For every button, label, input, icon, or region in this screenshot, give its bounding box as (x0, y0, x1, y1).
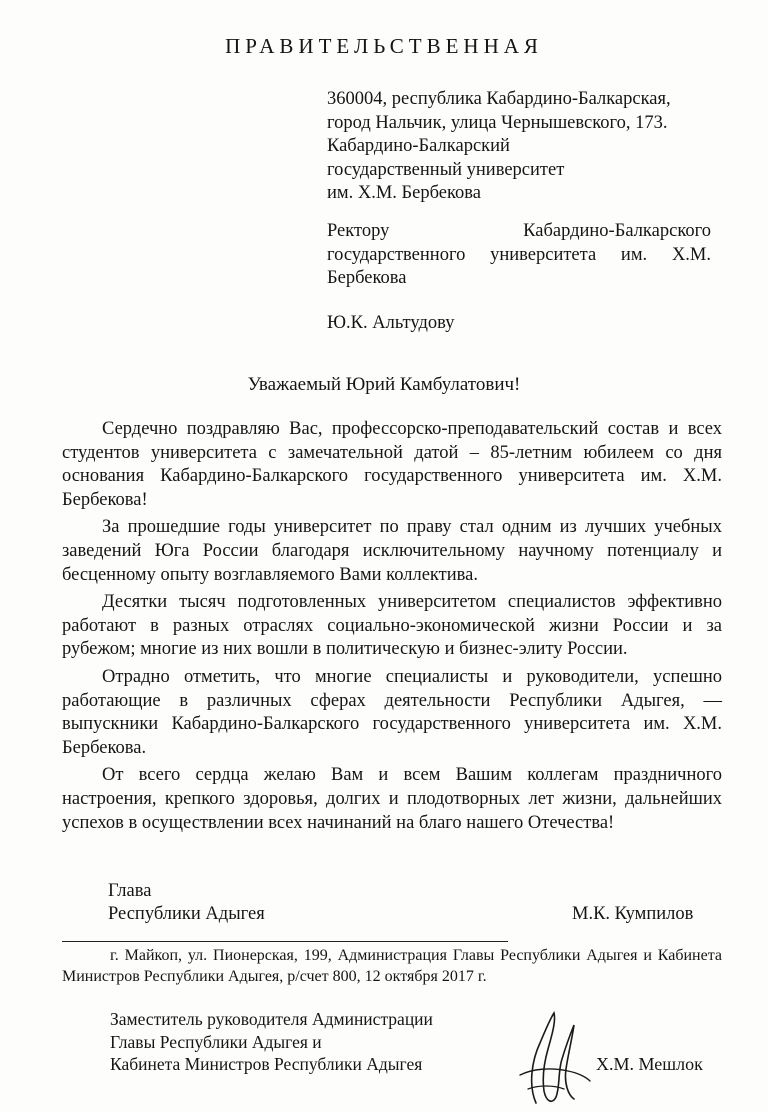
handwritten-signature-icon (498, 1005, 598, 1110)
deputy-position-line: Заместитель руководителя Администрации (110, 1009, 433, 1029)
signer-title (108, 880, 265, 926)
deputy-position-line: Главы Республики Адыгея и (110, 1031, 322, 1052)
document-title: ПРАВИТЕЛЬСТВЕННАЯ (225, 34, 543, 58)
body-paragraph: Отрадно отметить, что многие специалисты и руководители, успешно работающие в различных сферах деятельности Республики Адыгея, — выпускники Кабардино-Балкарского государственного университета им. Х.М. Бербекова. (62, 666, 722, 758)
body-paragraph: От всего сердца желаю Вам и всем Вашим коллегам праздничного настроения, крепкого здоровья, долгих и плодотворных лет жизни, дальнейших успехов в осуществлении всех начинаний на благо нашего Отечества! (62, 765, 722, 833)
deputy-title (110, 1008, 433, 1076)
footer-text: г. Майкоп, ул. Пионерская, 199, Администрация Главы Республики Адыгея и Кабинета Министров Республики Адыгея, р/счет 800, 12 октября 2017 г. (62, 947, 722, 985)
deputy-name: Х.М. Мешлок (596, 1054, 703, 1074)
letter-body (62, 418, 722, 835)
recipient-name: Ю.К. Альтудову (327, 313, 455, 333)
address-line: 360004, республика Кабардино-Балкарская, (327, 89, 671, 109)
body-paragraph: Десятки тысяч подготовленных университетом специалистов эффективно работают в разных отраслях социально-экономической жизни России и за рубежом; многие из них вошли в политическую и бизнес-элиту России. (62, 592, 722, 660)
address-line: государственный университет (327, 159, 565, 180)
signer-name: М.К. Кумпилов (572, 904, 694, 924)
addressee-block (327, 220, 711, 291)
deputy-position-line: Кабинета Министров Республики Адыгея (110, 1054, 423, 1074)
footer-note (62, 945, 722, 987)
addressee-line: Бербекова (327, 268, 407, 288)
salutation: Уважаемый Юрий Камбулатович! (247, 374, 521, 395)
signer-position-line: Республики Адыгея (108, 904, 265, 924)
address-line: Кабардино-Балкарский (327, 136, 510, 156)
signer-position-line: Глава (108, 881, 152, 901)
addressee-line: государственного университета им. Х.М. (327, 244, 711, 265)
addressee-line: Ректору Кабардино-Балкарского (327, 221, 711, 241)
sender-address-block (327, 88, 747, 206)
body-paragraph: За прошедшие годы университет по праву стал одним из лучших учебных заведений Юга России благодаря исключительному научному потенциалу и бесценному опыту возглавляемого Вами коллектива. (62, 517, 722, 585)
address-line: им. Х.М. Бербекова (327, 183, 482, 203)
body-paragraph: Сердечно поздравляю Вас, профессорско-преподавательский состав и всех студентов университета с замечательной датой – 85-летним юбилеем со дня основания Кабардино-Балкарского государственного университета им. Х.М. Бербекова! (62, 419, 722, 510)
address-line: город Нальчик, улица Чернышевского, 173. (327, 112, 668, 133)
divider-line (62, 941, 508, 942)
